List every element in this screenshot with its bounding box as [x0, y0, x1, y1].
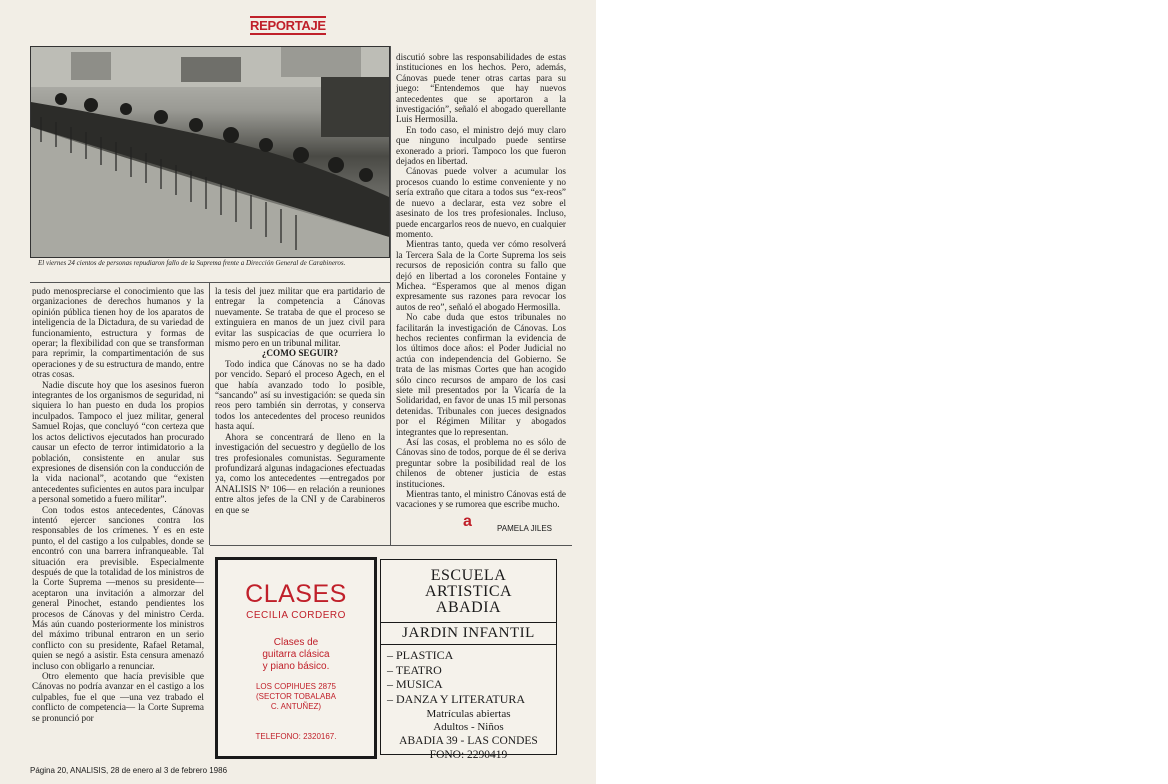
article-column-1	[32, 286, 204, 723]
column-rule	[210, 545, 572, 546]
ad-teacher: CECILIA CORDERO	[246, 610, 346, 621]
article-column-2	[215, 286, 385, 515]
paragraph: Con todos estos antecedentes, Cánovas intentó ejercer sanciones contra los responsables de los crímenes. Y es en este punto, el del castigo a los culpables, donde se encontró con una barrera infranqueable. Tal situación era previsible. Especialmente después de que la totalidad de los ministros de la Corte Suprema —menos su presidente— aceptaron una invitación a almorzar del general Pinochet, estando pendientes los procesos de Cánovas y del ministro Cerda. Más aún cuando posteriormente los ministros del máximo tribunal entraron en un serio conflicto con su presidente, Rafael Retamal, quien se negó a asistir. Esta censura amenazó incluso con obligarlo a renunciar.	[32, 504, 204, 671]
ad-line: Adultos - Niños	[433, 721, 504, 734]
ad-item-list	[387, 648, 556, 706]
ad-escuela	[380, 559, 557, 762]
photo-illustration	[31, 47, 389, 257]
page-footer: Página 20, ANALISIS, 28 de enero al 3 de febrero 1986	[30, 766, 228, 775]
list-item: – MUSICA	[387, 677, 443, 692]
list-item: – PLASTICA	[387, 648, 454, 662]
section-header	[250, 18, 326, 33]
paragraph: Todo indica que Cánovas no se ha dado por vencido. Separó el proceso Agech, en el que había avanzado todo lo posible, “sancando” así su investigación: se queda sin reos pero también sin derrotas, y conserva todos los antecedentes del proceso reunidos hasta aquí.	[215, 358, 385, 432]
ad-description	[218, 637, 374, 673]
photo-caption: El viernes 24 cientos de personas repudiaron fallo de la Suprema frente a Dirección General de Carabineros.	[38, 259, 346, 267]
paragraph: Cánovas puede volver a acumular los procesos cuando lo estime conveniente y no sería extraño que citara a todos sus “ex-reos” de nuevo a declarar, esta vez sobre el asesinato de los tres profesionales. Incluso, puede encargarlos reos de nuevo, en cualquier momento.	[396, 166, 566, 239]
column-rule	[209, 283, 210, 545]
ad-line: y piano básico.	[262, 661, 330, 672]
ad-line: LOS COPIHUES 2875	[255, 682, 337, 691]
paragraph: Otro elemento que hacía previsible que Cánovas no podría avanzar en el castigo a los culpables, fue el que —una vez trabado el conflicto de competencia— la Corte Suprema se pronunció por	[32, 671, 204, 723]
ad-title	[381, 568, 556, 616]
paragraph: Así las cosas, el problema no es sólo de Cánovas sino de todos, porque de él se deriva preguntar sobre la posibilidad real de los chilenos de obtener justicia de estas instituciones.	[396, 437, 566, 489]
ad-line: (SECTOR TOBALABA	[255, 692, 337, 701]
ad-title: CLASES	[245, 580, 347, 608]
ad-phone: TELEFONO: 2320167.	[255, 732, 337, 741]
paragraph: discutió sobre las responsabilidades de estas instituciones en los hechos. Pero, además, Cánovas puede tener otras cartas para su juego: “Entendemos que hay nuevos antecedentes que se aportaron a la investigación”, señaló el abogado querellante Luis Hermosilla.	[396, 52, 566, 125]
list-item: – TEATRO	[387, 662, 442, 677]
paragraph: No cabe duda que estos tribunales no facilitarán la investigación de Cánovas. Los hechos recientes confirman la evidencia de los últimos doce años: el Poder Judicial no actúa con independencia del Gobierno. Se trata de las mismas Cortes que han acogido sólo cinco recursos de amparo de los casi siete mil presentados por la Vicaría de la Solidaridad, en favor de unas 15 mil personas detenidas. Tribunales con jueces designados por el Régimen Militar y abogados integrantes que lo representan.	[396, 312, 566, 437]
ad-clases	[215, 557, 377, 759]
ad-phone: FONO: 2290419	[429, 749, 508, 762]
section-title: REPORTAJE	[250, 18, 326, 33]
ad-line: Clases de	[273, 637, 319, 648]
ad-enrollment	[381, 708, 556, 734]
ad-subtitle: JARDIN INFANTIL	[381, 622, 556, 645]
protest-photo	[30, 46, 390, 258]
paragraph: En todo caso, el ministro dejó muy claro que ninguno inculpado puede sentirse exonerado a priori. Tampoco los que fueron dejados en libertad.	[396, 124, 566, 167]
paragraph: Nadie discute hoy que los asesinos fueron integrantes de los organismos de seguridad, ni siquiera lo han puesto en duda los propios inculpados. Tampoco el juez militar, general Samuel Rojas, que concluyó “con certeza que los actos delictivos ejecutados han procurado causar un efecto de terror intimidatorio a la población, consistente en anular sus expresiones de disensión con la conducción de la vida nacional”, acotando que “existen antecedentes suficientes en autos para inculpar a personal sometido a fuero militar”.	[32, 379, 204, 505]
ad-line: ARTISTICA	[424, 583, 513, 600]
ad-line: ESCUELA	[430, 567, 507, 584]
end-mark: a	[463, 513, 472, 530]
ad-line: guitarra clásica	[262, 649, 330, 660]
subheading: ¿COMO SEGUIR?	[261, 348, 339, 359]
list-item: – DANZA Y LITERATURA	[387, 691, 526, 706]
ad-address	[218, 682, 374, 712]
ad-line: C. ANTUÑEZ)	[270, 702, 322, 711]
ad-contact	[381, 734, 556, 762]
paragraph: la tesis del juez militar que era partidario de entregar la competencia a Cánovas nuevamente. Se trataba de que el proceso se extinguiera en manos de un juez civil para evitar las suspicacias de que ocurriera lo mismo pero en un tribunal militar.	[215, 286, 385, 349]
ad-line: Matrículas abiertas	[426, 708, 511, 721]
paragraph: Ahora se concentrará de lleno en la investigación del secuestro y degüello de los tres profesionales comunistas. Seguramente profundizará algunas indagaciones efectuadas ya, como los antecedentes —entregados por ANALISIS Nº 106— en relación a reuniones entre altos jefes de la CNI y de Carabineros en que se	[215, 431, 385, 515]
article-column-3	[396, 52, 566, 510]
column-rule	[30, 282, 390, 283]
ad-line: ABADIA	[435, 599, 502, 616]
column-rule	[390, 46, 391, 546]
paragraph: Mientras tanto, el ministro Cánovas está de vacaciones y se rumorea que escribe mucho.	[396, 489, 566, 510]
paragraph: Mientras tanto, queda ver cómo resolverá la Tercera Sala de la Corte Suprema los seis recursos de reposición contra su fallo que dejó en libertad a los coroneles Fontaine y Michea. “Esperamos que al menos digan expresamente sus razones para revocar los autos de reo”, señaló el abogado Hermosilla.	[396, 239, 566, 312]
paragraph: pudo menospreciarse el conocimiento que las organizaciones de derechos humanos y la opinión pública tienen hoy de los aparatos de inteligencia de la Dictadura, de su variedad de funcionamiento, estructura y formas de operar; la flexibilidad con que se transforman para reprimir, la compartimentación de sus operaciones y de su estructura de mando, entre otras cosas.	[32, 286, 204, 380]
author-byline: PAMELA JILES	[497, 524, 552, 533]
ad-address: ABADIA 39 - LAS CONDES	[399, 735, 538, 748]
